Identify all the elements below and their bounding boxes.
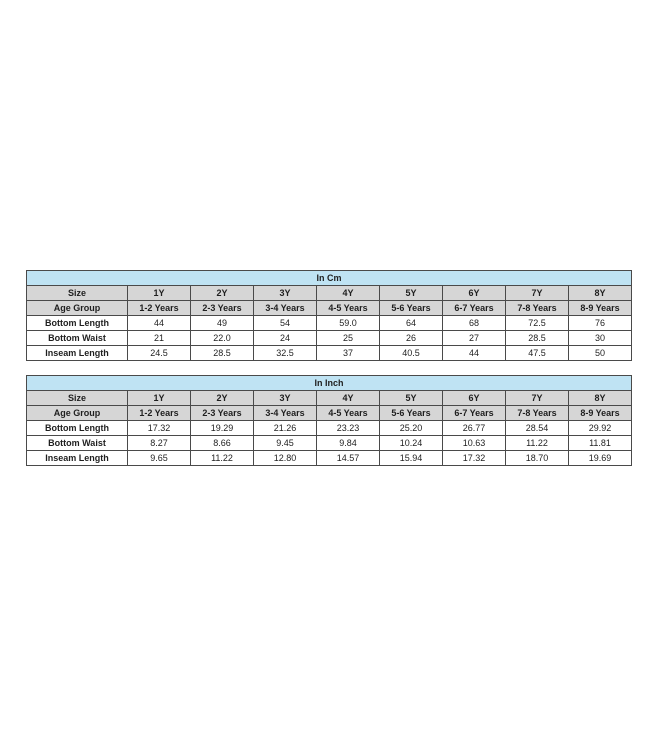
size-cell: 8Y	[569, 286, 632, 301]
table-cell: 30	[569, 331, 632, 346]
table-cell: 9.45	[254, 436, 317, 451]
age-group-cell: 8-9 Years	[569, 406, 632, 421]
table-cell: 19.69	[569, 451, 632, 466]
table-cell: 21.26	[254, 421, 317, 436]
row-label: Bottom Waist	[27, 436, 128, 451]
table-cell: 40.5	[380, 346, 443, 361]
table-cell: 23.23	[317, 421, 380, 436]
row-label: Bottom Length	[27, 316, 128, 331]
size-chart-cm	[26, 270, 632, 361]
size-cell: 1Y	[128, 286, 191, 301]
size-cell: 2Y	[191, 286, 254, 301]
row-label: Inseam Length	[27, 346, 128, 361]
age-group-cell: 7-8 Years	[506, 301, 569, 316]
table-cell: 24	[254, 331, 317, 346]
size-cell: 1Y	[128, 391, 191, 406]
table-cell: 49	[191, 316, 254, 331]
age-group-cell: 4-5 Years	[317, 301, 380, 316]
table-cell: 17.32	[443, 451, 506, 466]
table-cell: 21	[128, 331, 191, 346]
inseam-length-row	[27, 346, 632, 361]
bottom-waist-row	[27, 436, 632, 451]
table-cell: 54	[254, 316, 317, 331]
table-cell: 28.54	[506, 421, 569, 436]
bottom-waist-row	[27, 331, 632, 346]
size-cell: 5Y	[380, 391, 443, 406]
table-cell: 17.32	[128, 421, 191, 436]
table-title: In Inch	[27, 376, 632, 391]
table-cell: 9.65	[128, 451, 191, 466]
table-cell: 10.63	[443, 436, 506, 451]
age-group-cell: 1-2 Years	[128, 301, 191, 316]
size-cell: 5Y	[380, 286, 443, 301]
table-cell: 25	[317, 331, 380, 346]
row-label: Size	[27, 391, 128, 406]
age-group-cell: 6-7 Years	[443, 406, 506, 421]
age-group-cell: 1-2 Years	[128, 406, 191, 421]
table-cell: 24.5	[128, 346, 191, 361]
size-cell: 8Y	[569, 391, 632, 406]
table-cell: 44	[443, 346, 506, 361]
age-group-header-row	[27, 301, 632, 316]
table-title: In Cm	[27, 271, 632, 286]
table-cell: 12.80	[254, 451, 317, 466]
row-label: Inseam Length	[27, 451, 128, 466]
table-cell: 28.5	[191, 346, 254, 361]
size-cell: 7Y	[506, 391, 569, 406]
bottom-length-row	[27, 421, 632, 436]
age-group-cell: 3-4 Years	[254, 406, 317, 421]
age-group-cell: 5-6 Years	[380, 301, 443, 316]
age-group-cell: 3-4 Years	[254, 301, 317, 316]
inseam-length-row	[27, 451, 632, 466]
table-cell: 28.5	[506, 331, 569, 346]
row-label: Age Group	[27, 301, 128, 316]
table-cell: 37	[317, 346, 380, 361]
table-cell: 68	[443, 316, 506, 331]
table-cell: 50	[569, 346, 632, 361]
row-label: Bottom Waist	[27, 331, 128, 346]
table-cell: 10.24	[380, 436, 443, 451]
size-chart-inch	[26, 375, 632, 466]
row-label: Size	[27, 286, 128, 301]
age-group-cell: 2-3 Years	[191, 301, 254, 316]
table-cell: 8.66	[191, 436, 254, 451]
age-group-cell: 7-8 Years	[506, 406, 569, 421]
age-group-cell: 8-9 Years	[569, 301, 632, 316]
size-cell: 6Y	[443, 391, 506, 406]
table-cell: 15.94	[380, 451, 443, 466]
age-group-cell: 4-5 Years	[317, 406, 380, 421]
table-cell: 44	[128, 316, 191, 331]
table-cell: 72.5	[506, 316, 569, 331]
size-cell: 6Y	[443, 286, 506, 301]
size-cell: 3Y	[254, 391, 317, 406]
table-cell: 8.27	[128, 436, 191, 451]
table-title-row	[27, 271, 632, 286]
table-cell: 59.0	[317, 316, 380, 331]
table-cell: 76	[569, 316, 632, 331]
table-cell: 47.5	[506, 346, 569, 361]
size-cell: 4Y	[317, 391, 380, 406]
table-cell: 9.84	[317, 436, 380, 451]
size-cell: 7Y	[506, 286, 569, 301]
bottom-length-row	[27, 316, 632, 331]
table-cell: 26	[380, 331, 443, 346]
table-title-row	[27, 376, 632, 391]
age-group-header-row	[27, 406, 632, 421]
table-cell: 22.0	[191, 331, 254, 346]
table-cell: 11.81	[569, 436, 632, 451]
table-cell: 11.22	[191, 451, 254, 466]
table-cell: 11.22	[506, 436, 569, 451]
table-cell: 27	[443, 331, 506, 346]
size-header-row	[27, 391, 632, 406]
table-cell: 26.77	[443, 421, 506, 436]
row-label: Age Group	[27, 406, 128, 421]
table-cell: 19.29	[191, 421, 254, 436]
table-cell: 18.70	[506, 451, 569, 466]
size-cell: 2Y	[191, 391, 254, 406]
age-group-cell: 6-7 Years	[443, 301, 506, 316]
table-cell: 32.5	[254, 346, 317, 361]
row-label: Bottom Length	[27, 421, 128, 436]
table-cell: 64	[380, 316, 443, 331]
size-cell: 4Y	[317, 286, 380, 301]
table-cell: 14.57	[317, 451, 380, 466]
age-group-cell: 5-6 Years	[380, 406, 443, 421]
size-header-row	[27, 286, 632, 301]
table-cell: 29.92	[569, 421, 632, 436]
size-cell: 3Y	[254, 286, 317, 301]
age-group-cell: 2-3 Years	[191, 406, 254, 421]
table-cell: 25.20	[380, 421, 443, 436]
